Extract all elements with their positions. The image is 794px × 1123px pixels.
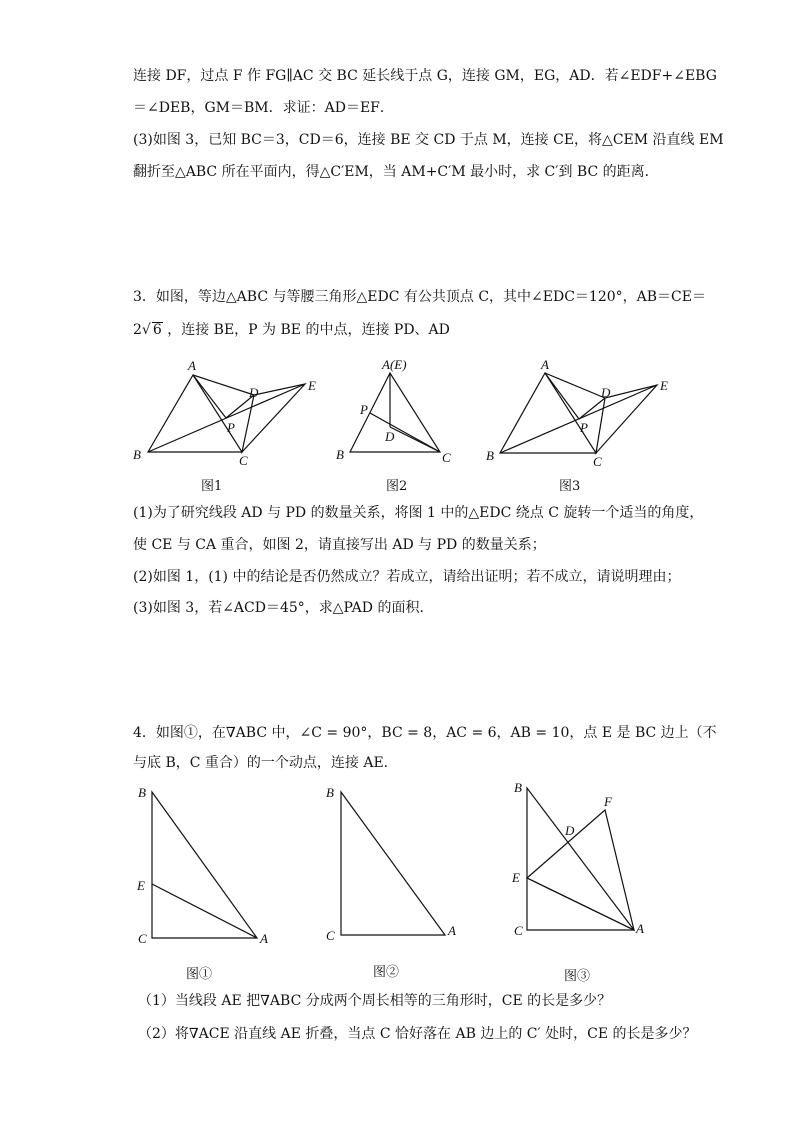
- p3-fig1-segment-ap: [193, 375, 226, 418]
- p4-fig1-segment-ae: [152, 884, 257, 938]
- p4-figure-3: [508, 780, 658, 950]
- p4-fig2-triangle-abc: [341, 792, 445, 935]
- p3-fig3-label-d: D: [601, 385, 611, 400]
- p4-fig3-label-d: D: [565, 823, 575, 838]
- p3-figure-2: [330, 355, 460, 470]
- p4-figure-2: [320, 780, 470, 950]
- sqrt-sign: √: [141, 322, 151, 338]
- p4-fig1-label-c: C: [138, 931, 147, 946]
- p3-fig1-label-b: B: [133, 447, 141, 462]
- p3-stem-line-1: 3．如图，等边△ABC 与等腰三角形△EDC 有公共顶点 C，其中∠EDC＝120°，AB＝CE＝: [133, 289, 706, 305]
- p3-fig1-segment-ad: [193, 375, 254, 395]
- p3-fig1-label-c: C: [239, 453, 248, 468]
- p3-caption-3: 图3: [559, 479, 581, 494]
- p4-fig1-label-a: A: [260, 931, 268, 946]
- p3-fig1-label-e: E: [308, 378, 316, 393]
- p2-question-3-line-1: (3)如图 3，已知 BC＝3，CD＝6，连接 BE 交 CD 于点 M，连接 CE，将△CEM 沿直线 EM: [133, 132, 724, 148]
- p3-fig3-label-b: B: [486, 448, 494, 463]
- p3-question-3: (3)如图 3，若∠ACD＝45°，求△PAD 的面积．: [133, 600, 434, 616]
- p4-fig1-label-e: E: [137, 878, 145, 893]
- p3-question-1-line-1: (1)为了研究线段 AD 与 PD 的数量关系，将图 1 中的△EDC 绕点 C 旋转一个适当的角度，: [133, 505, 704, 521]
- p4-fig3-triangle-efa: [527, 810, 634, 930]
- p2-question-3-line-2: 翻折至△ABC 所在平面内，得△C′EM，当 AM+C′M 最小时，求 C′到 BC 的距离．: [133, 164, 659, 180]
- p4-fig2-label-c: C: [326, 928, 335, 943]
- p4-fig1-label-b: B: [138, 785, 146, 800]
- p4-fig2-label-b: B: [326, 785, 334, 800]
- p4-fig3-label-b: B: [514, 780, 522, 795]
- p4-fig3-label-e: E: [512, 870, 520, 885]
- p4-fig2-label-a: A: [448, 923, 456, 938]
- p4-question-1: （1）当线段 AE 把∇ABC 分成两个周长相等的三角形时，CE 的长是多少？: [138, 993, 612, 1009]
- p2-text-line-2: ＝∠DEB，GM＝BM．求证：AD＝EF．: [133, 100, 394, 116]
- p3-fig1-label-p: P: [227, 420, 235, 435]
- p3-stem-rest: ，连接 BE，P 为 BE 的中点，连接 PD、AD: [167, 322, 450, 338]
- p4-fig3-label-a: A: [636, 921, 644, 936]
- p3-fig2-label-p: P: [360, 402, 368, 417]
- p3-fig3-label-a: A: [541, 357, 549, 372]
- p3-figure-3: [482, 355, 682, 470]
- p4-fig3-label-f: F: [604, 794, 612, 809]
- p3-coef: 2: [133, 322, 142, 338]
- p4-stem-line-1: 4．如图①，在∇ABC 中，∠C = 90°，BC = 8，AC = 6，AB = 10，点 E 是 BC 边上（不: [133, 725, 717, 741]
- p4-fig3-triangle-abc: [527, 788, 634, 930]
- p4-fig1-triangle-abc: [152, 792, 257, 938]
- p3-question-2: (2)如图 1，(1) 中的结论是否仍然成立？若成立，请给出证明；若不成立，请说明理由；: [133, 569, 681, 585]
- p3-fig3-segment-pd: [579, 398, 605, 419]
- p3-radicand: 6: [152, 322, 162, 338]
- p3-fig1-label-a: A: [188, 358, 196, 373]
- p3-fig2-label-ae: A(E): [382, 357, 407, 372]
- p4-caption-1: 图①: [186, 967, 213, 982]
- p2-text-line-1: 连接 DF，过点 F 作 FG∥AC 交 BC 延长线于点 G，连接 GM，EG，AD．若∠EDF+∠EBG: [133, 68, 717, 84]
- p3-fig2-label-b: B: [336, 447, 344, 462]
- p4-caption-3: 图③: [564, 969, 591, 984]
- p3-fig3-label-p: P: [580, 420, 588, 435]
- p3-fig2-label-c: C: [442, 450, 451, 465]
- p4-stem-line-2: 与底 B，C 重合）的一个动点，连接 AE．: [133, 755, 398, 771]
- p3-figure-1: [128, 355, 328, 470]
- p3-caption-1: 图1: [201, 479, 223, 494]
- p4-fig3-segment-ae: [527, 878, 634, 930]
- p4-fig3-label-c: C: [514, 923, 523, 938]
- p3-question-1-line-2: 使 CE 与 CA 重合，如图 2，请直接写出 AD 与 PD 的数量关系；: [133, 537, 546, 553]
- p3-stem-line-2: [133, 320, 450, 340]
- p3-caption-2: 图2: [386, 479, 408, 494]
- p3-fig3-label-e: E: [660, 378, 668, 393]
- p4-question-2: （2）将∇ACE 沿直线 AE 折叠，当点 C 恰好落在 AB 边上的 C′ 处时，CE 的长是多少？: [138, 1026, 697, 1042]
- p4-caption-2: 图②: [373, 965, 400, 980]
- p4-figure-1: [130, 780, 280, 950]
- p3-fig3-label-c: C: [593, 454, 602, 469]
- p3-fig2-label-d: D: [385, 429, 395, 444]
- p3-fig1-label-d: D: [249, 385, 259, 400]
- p3-fig3-triangle-abc: [500, 373, 596, 453]
